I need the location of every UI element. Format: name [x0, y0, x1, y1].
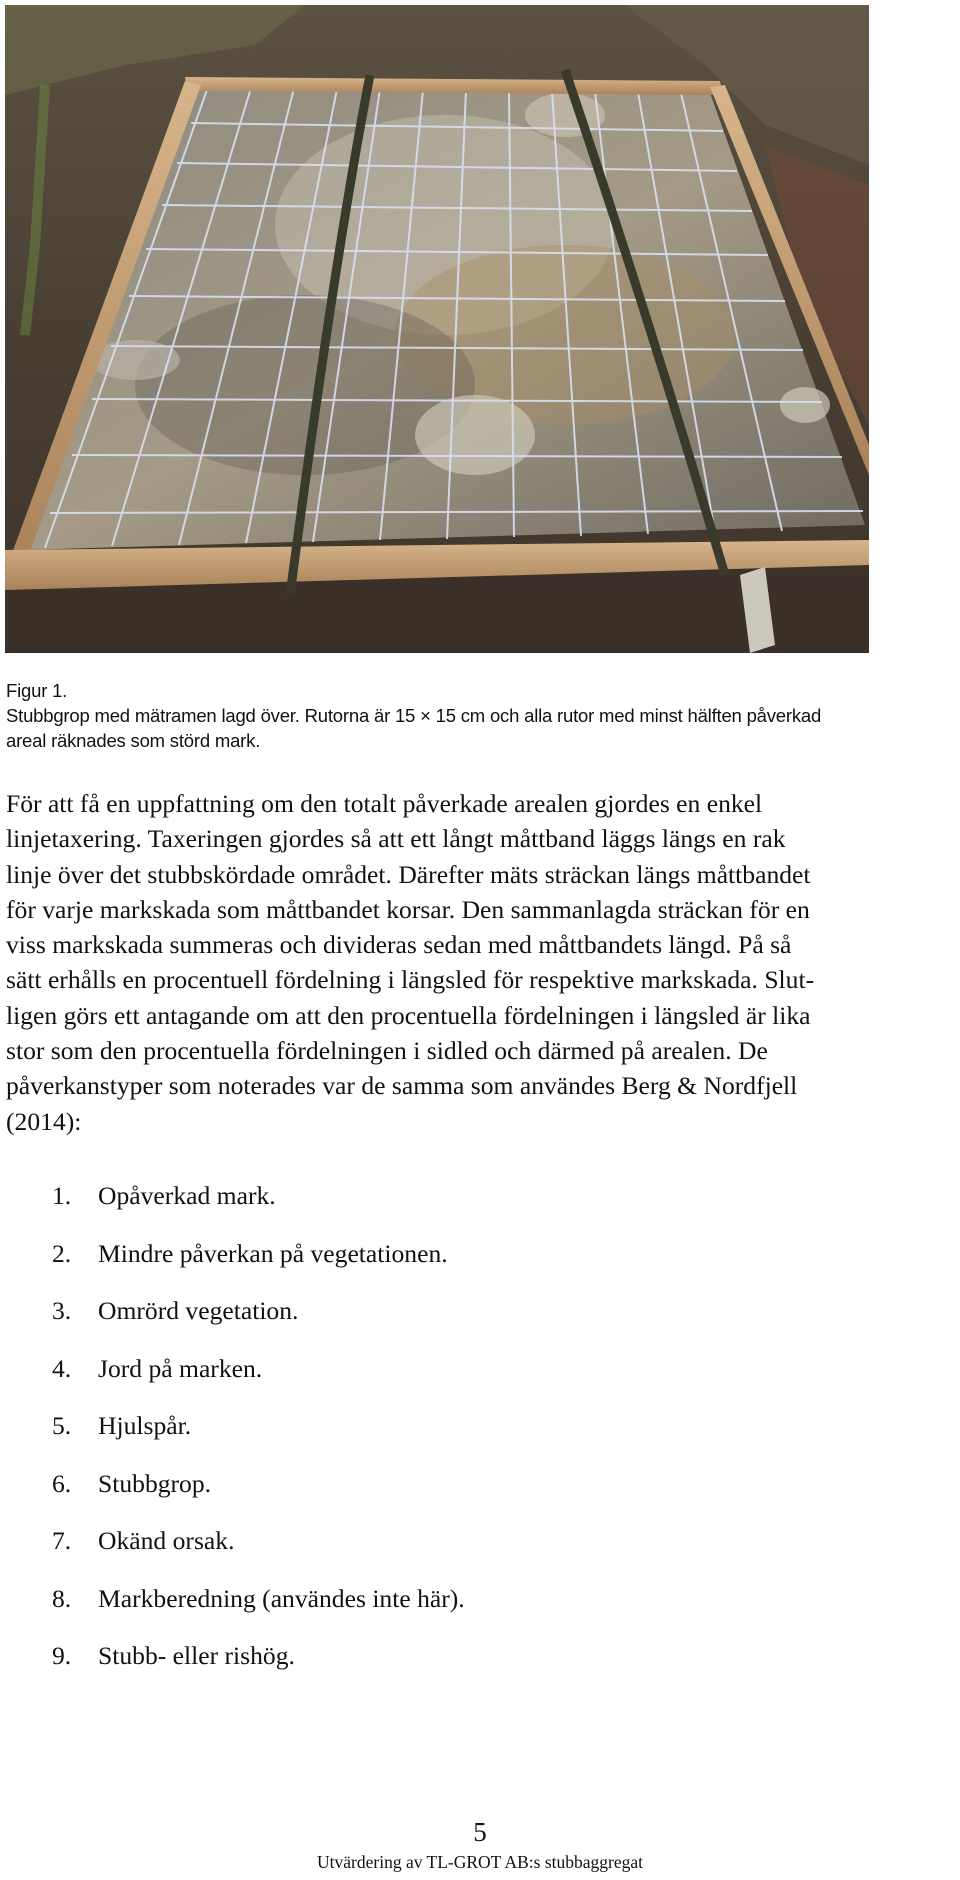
paragraph-line: För att få en uppfattning om den totalt påverkade arealen gjordes en enkel	[6, 789, 763, 818]
paragraph-line: för varje markskada som måttbandet korsar. Den sammanlagda sträckan för en	[6, 894, 810, 924]
list-number: 4.	[52, 1353, 72, 1383]
body-paragraph	[6, 786, 960, 1139]
caption-line: Stubbgrop med mätramen lagd över. Rutorna är 15 × 15 cm och alla rutor med minst hälften påverkad	[6, 705, 822, 726]
figure-photo	[5, 5, 869, 653]
page-number: 5	[473, 1817, 487, 1847]
stump-pit-photo-illustration	[5, 5, 869, 653]
figure-caption	[6, 678, 906, 753]
list-item	[52, 1408, 752, 1466]
list-number: 2.	[52, 1238, 72, 1268]
list-text: Hjulspår.	[98, 1411, 192, 1440]
list-number: 7.	[52, 1526, 72, 1555]
list-item	[52, 1178, 752, 1236]
caption-label: Figur 1.	[6, 680, 68, 701]
paragraph-line: (2014):	[6, 1106, 82, 1136]
list-text: Stubbgrop.	[98, 1468, 212, 1498]
paragraph-line: linjetaxering. Taxeringen gjordes så att ett långt måttband läggs längs en rak	[6, 824, 786, 854]
list-item	[52, 1466, 752, 1524]
list-item	[52, 1293, 752, 1351]
list-item	[52, 1236, 752, 1294]
list-number: 1.	[52, 1181, 72, 1210]
list-item	[52, 1523, 752, 1581]
list-item	[52, 1581, 752, 1639]
paragraph-line: viss markskada summeras och divideras sedan med måttbandets längd. På så	[6, 930, 792, 960]
list-item	[52, 1351, 752, 1409]
list-number: 3.	[52, 1296, 72, 1325]
list-text: Markberedning (användes inte här).	[98, 1583, 465, 1613]
list-text: Opåverkad mark.	[98, 1181, 276, 1210]
paragraph-line: sätt erhålls en procentuell fördelning i längsled för respektive markskada. Slut-	[6, 965, 815, 995]
paragraph-line: ligen görs ett antagande om att den procentuella fördelningen i längsled är lika	[6, 1000, 811, 1030]
list-text: Okänd orsak.	[98, 1526, 235, 1555]
list-item	[52, 1638, 752, 1696]
footer-title: Utvärdering av TL-GROT AB:s stubbaggregat	[317, 1852, 643, 1872]
list-text: Stubb- eller rishög.	[98, 1641, 295, 1670]
list-number: 8.	[52, 1583, 72, 1613]
list-number: 6.	[52, 1468, 72, 1498]
list-text: Omrörd vegetation.	[98, 1296, 299, 1325]
caption-line: areal räknades som störd mark.	[6, 730, 261, 751]
paragraph-line: stor som den procentuella fördelningen i sidled och därmed på arealen. De	[6, 1036, 768, 1066]
impact-type-list	[52, 1178, 752, 1696]
paragraph-line: linje över det stubbskördade området. Därefter mäts sträckan längs måttbandet	[6, 859, 811, 889]
paragraph-line: påverkanstyper som noterades var de samma som användes Berg & Nordfjell	[6, 1071, 798, 1101]
list-number: 5.	[52, 1411, 72, 1440]
list-number: 9.	[52, 1641, 72, 1670]
list-text: Mindre påverkan på vegetationen.	[98, 1238, 448, 1268]
list-text: Jord på marken.	[98, 1353, 263, 1383]
